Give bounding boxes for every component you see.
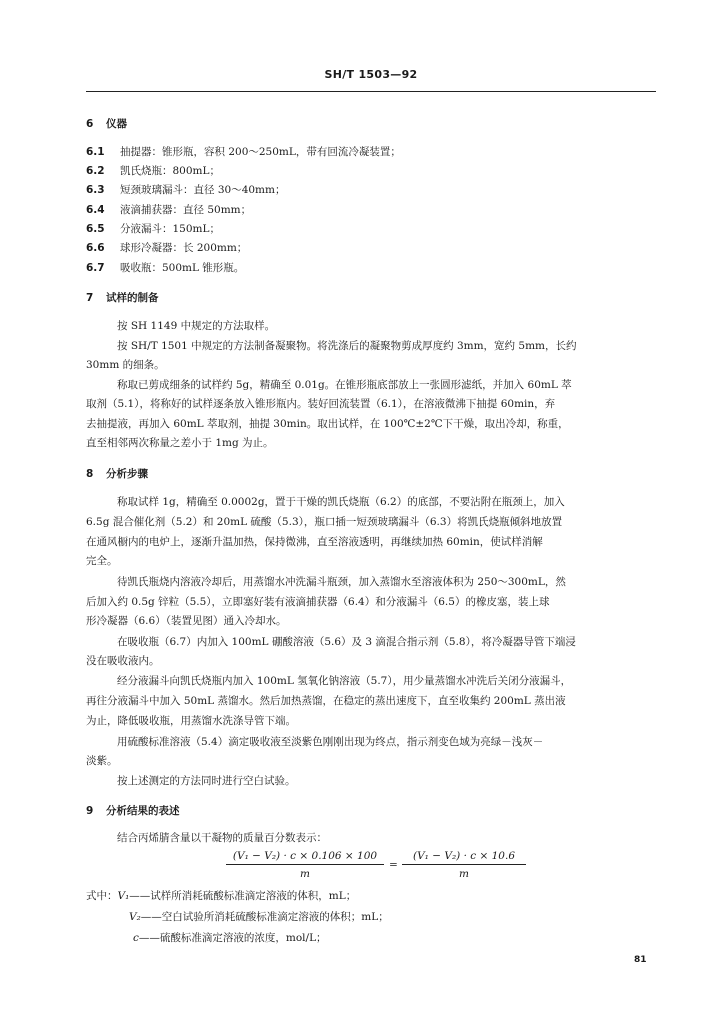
section-8-number: 8 (86, 468, 94, 480)
header-rule (86, 91, 656, 92)
definition-symbol: V₁ (117, 890, 130, 902)
item-text: 短颈玻璃漏斗：直径 30～40mm； (120, 184, 286, 196)
definition-text: 硫酸标准滴定溶液的浓度，mol/L； (159, 932, 327, 944)
item-text: 凯氏烧瓶：800mL； (120, 165, 220, 177)
paragraph-line: 6.5g 混合催化剂（5.2）和 20mL 硫酸（5.3），瓶口插一短颈玻璃漏斗（6.3）将凯氏烧瓶倾斜地放置 (86, 516, 563, 528)
list-item (86, 262, 660, 275)
section-8-title: 分析步骤 (106, 468, 148, 480)
definition-text: 试样所消耗硫酸标准滴定溶液的体积，mL； (150, 890, 357, 902)
paragraph-line: 用硫酸标准溶液（5.4）滴定吸收液至淡紫色刚刚出现为终点，指示剂变色域为亮绿－浅灰－ (117, 736, 544, 748)
definition-v2 (129, 909, 389, 924)
definition-symbol: c (133, 932, 139, 944)
paragraph-line: 经分液漏斗向凯氏烧瓶内加入 100mL 氢氧化钠溶液（5.7），用少量蒸馏水冲洗后关闭分液漏斗， (117, 675, 572, 687)
list-item (86, 223, 660, 236)
page-number: 81 (634, 955, 647, 965)
paragraph-line: 30mm 的细条。 (86, 359, 165, 371)
formula-equals: = (389, 859, 398, 871)
item-text: 吸收瓶：500mL 锥形瓶。 (120, 262, 245, 274)
item-number: 6.6 (86, 242, 105, 254)
item-text: 液滴捕获器：直径 50mm； (120, 204, 252, 216)
paragraph-line: 称取已剪成细条的试样约 5g，精确至 0.01g。在锥形瓶底部放上一张圆形滤纸，并加入 60mL 萃 (117, 379, 572, 391)
paragraph-line: 按上述测定的方法同时进行空白试验。 (117, 775, 296, 787)
definition-symbol: V₂ (129, 911, 141, 923)
formula-right-denominator: m (459, 868, 469, 880)
paragraph-line: 按 SH/T 1501 中规定的方法制备凝聚物。将洗涤后的凝聚物剪成厚度约 3mm，宽约 5mm，长约 (117, 340, 577, 352)
definition-dash: —— (140, 911, 162, 923)
definition-c (133, 930, 327, 945)
section-6-number: 6 (86, 118, 94, 130)
list-item (86, 204, 660, 217)
section-7-heading (86, 292, 660, 305)
formula-intro: 结合丙烯腈含量以干凝物的质量百分数表示： (117, 832, 327, 844)
paragraph-line: 淡紫。 (86, 755, 118, 767)
paragraph-line: 完全。 (86, 555, 118, 567)
formula-left-fraction (226, 850, 384, 880)
list-item (86, 242, 660, 255)
item-number: 6.1 (86, 146, 105, 158)
list-item (86, 184, 660, 197)
paragraph-line: 在吸收瓶（6.7）内加入 100mL 硼酸溶液（5.6）及 3 滴混合指示剂（5.8），将冷凝器导管下端浸 (117, 636, 576, 648)
list-item (86, 165, 660, 178)
paragraph-line: 按 SH 1149 中规定的方法取样。 (117, 320, 276, 332)
definition-prefix: 式中： (86, 890, 118, 902)
list-item (86, 146, 660, 159)
item-text: 分液漏斗：150mL； (120, 223, 220, 235)
item-text: 抽提器：锥形瓶，容积 200～250mL，带有回流冷凝装置； (120, 146, 401, 158)
result-formula (226, 850, 546, 884)
paragraph-line: 待凯氏瓶烧内溶液冷却后，用蒸馏水冲洗漏斗瓶颈，加入蒸馏水至溶液体积为 250～300mL，然 (117, 576, 566, 588)
section-6-title: 仪器 (106, 118, 127, 130)
formula-left-denominator: m (300, 868, 310, 880)
item-number: 6.3 (86, 184, 105, 196)
paragraph-line: 直至相邻两次称量之差小于 1mg 为止。 (86, 437, 274, 449)
item-number: 6.7 (86, 262, 105, 274)
section-9-title: 分析结果的表述 (106, 805, 180, 817)
item-number: 6.4 (86, 204, 105, 216)
definition-dash: —— (129, 890, 151, 902)
formula-left-numerator: (V₁ − V₂) · c × 0.106 × 100 (226, 850, 384, 865)
formula-right-numerator: (V₁ − V₂) · c × 10.6 (402, 850, 526, 865)
paragraph-line: 称取试样 1g，精确至 0.0002g，置于干燥的凯氏烧瓶（6.2）的底部，不要沾附在瓶颈上，加入 (117, 496, 565, 508)
standard-code-header: SH/T 1503—92 (324, 68, 418, 81)
item-text: 球形冷凝器：长 200mm； (120, 242, 248, 254)
paragraph-line: 后加入约 0.5g 锌粒（5.5），立即塞好装有液滴捕获器（6.4）和分液漏斗（6.5）的橡皮塞，装上球 (86, 596, 550, 608)
paragraph-line: 形冷凝器（6.6）（装置见图）通入冷却水。 (86, 615, 287, 627)
section-7-number: 7 (86, 292, 94, 304)
paragraph-line: 取剂（5.1），将称好的试样逐条放入锥形瓶内。装好回流装置（6.1），在溶液微沸下抽提 60min，弃 (86, 398, 556, 410)
definition-v1 (86, 888, 356, 903)
section-6-heading (86, 118, 660, 131)
section-9-heading (86, 805, 660, 818)
paragraph-line: 再往分液漏斗中加入 50mL 蒸馏水。然后加热蒸馏，在稳定的蒸出速度下，直至收集约 200mL 蒸出液 (86, 695, 566, 707)
item-number: 6.2 (86, 165, 105, 177)
paragraph-line: 去抽提液，再加入 60mL 萃取剂，抽提 30min。取出试样，在 100℃±2℃下干燥，取出冷却，称重， (86, 418, 569, 430)
paragraph-line: 为止，降低吸收瓶，用蒸馏水洗涤导管下端。 (86, 715, 296, 727)
section-9-number: 9 (86, 805, 94, 817)
section-7-title: 试样的制备 (106, 292, 159, 304)
definition-dash: —— (138, 932, 160, 944)
formula-right-fraction (402, 850, 526, 880)
section-8-heading (86, 468, 660, 481)
definition-text: 空白试验所消耗硫酸标准滴定溶液的体积；mL； (161, 911, 389, 923)
paragraph-line: 没在吸收液内。 (86, 655, 160, 667)
paragraph-line: 在通风橱内的电炉上，逐渐升温加热，保持微沸，直至溶液透明，再继续加热 60min，使试样消解 (86, 536, 543, 548)
item-number: 6.5 (86, 223, 105, 235)
